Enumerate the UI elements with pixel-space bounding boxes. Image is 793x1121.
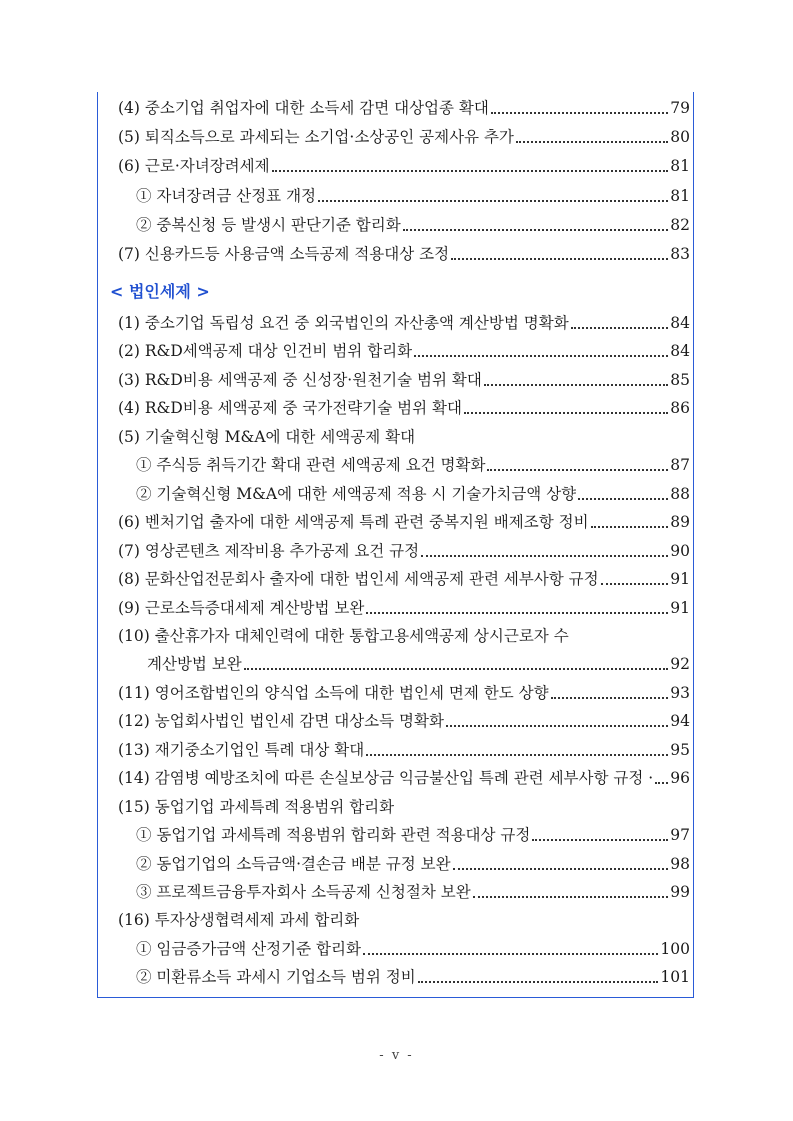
toc-entry-label: (11) 영어조합법인의 양식업 소득에 대한 법인세 면제 한도 상향 xyxy=(118,683,549,702)
toc-entry-label: (7) 신용카드등 사용금액 소득공제 적용대상 조정 xyxy=(118,245,450,263)
toc-entry-page: 90 xyxy=(670,541,690,560)
toc-entry-page: 98 xyxy=(670,854,690,873)
toc-entry xyxy=(98,852,693,874)
toc-leader-dots xyxy=(446,713,668,727)
toc-entry-page: 89 xyxy=(670,513,690,532)
toc-entry-label: (8) 문화산업전문회사 출자에 대한 법인세 세액공제 관련 세부사항 규정 xyxy=(118,570,599,589)
toc-entry-page: 101 xyxy=(660,968,690,987)
section-title-corporate-tax: < 법인세제 > xyxy=(110,282,210,301)
toc-entry-label: 계산방법 보완 xyxy=(147,655,242,674)
toc-entry xyxy=(98,965,693,987)
toc-leader-dots xyxy=(484,372,668,386)
page-number-footer: - v - xyxy=(379,1048,414,1063)
toc-entry xyxy=(98,681,693,703)
toc-entry xyxy=(98,96,693,118)
toc-entry-label: (10) 출산휴가자 대체인력에 대한 통합고용세액공제 상시근로자 수 xyxy=(118,626,569,645)
toc-entry xyxy=(98,154,693,176)
toc-leader-dots xyxy=(272,158,669,172)
toc-entry xyxy=(98,125,693,147)
toc-entry xyxy=(98,396,693,418)
toc-entry xyxy=(98,453,693,475)
toc-entry-page: 80 xyxy=(670,128,690,147)
toc-entry-label: ① 임금증가금액 산정기준 합리화 xyxy=(136,939,361,958)
toc-entry-label: (2) R&D세액공제 대상 인건비 범위 합리화 xyxy=(118,342,413,361)
toc-entry-label: (13) 재기중소기업인 특례 대상 확대 xyxy=(118,740,365,759)
toc-entry-page: 88 xyxy=(670,484,690,503)
toc-entry-label: (6) 벤처기업 출자에 대한 세액공제 특례 관련 중복지원 배제조항 정비 xyxy=(118,513,589,532)
toc-entry-page: 92 xyxy=(670,655,690,674)
toc-entry-page: 84 xyxy=(670,314,690,332)
toc-leader-dots xyxy=(578,486,668,500)
toc-entry-label: ② 미환류소득 과세시 기업소득 범위 정비 xyxy=(136,968,416,987)
toc-leader-dots xyxy=(591,514,669,528)
toc-entry-page: 82 xyxy=(670,215,690,234)
toc-entry-label: (12) 농업회사법인 법인세 감면 대상소득 명확화 xyxy=(118,712,444,731)
toc-leader-dots xyxy=(414,343,668,357)
toc-entry-label: (5) 기술혁신형 M&A에 대한 세액공제 확대 xyxy=(118,427,416,446)
toc-entry-label: (16) 투자상생협력세제 과세 합리화 xyxy=(118,911,360,930)
toc-entry xyxy=(98,880,693,902)
toc-leader-dots xyxy=(453,856,669,870)
toc-entry-page: 81 xyxy=(670,157,690,176)
toc-entry-label: ③ 프로젝트금융투자회사 소득공제 신청절차 보완 xyxy=(136,883,471,901)
toc-entry-label: (6) 근로·자녀장려세제 xyxy=(118,157,270,176)
toc-entry xyxy=(98,368,693,390)
toc-entry-page: 85 xyxy=(670,370,690,389)
toc-entry xyxy=(98,339,693,361)
toc-entry xyxy=(98,482,693,504)
toc-entry xyxy=(98,738,693,760)
toc-leader-dots xyxy=(363,941,658,955)
toc-entry-label: (3) R&D비용 세액공제 중 신성장·원천기술 범위 확대 xyxy=(118,370,482,389)
toc-leader-dots xyxy=(451,246,668,260)
toc-leader-dots xyxy=(473,884,669,898)
toc-leader-dots xyxy=(532,827,668,841)
toc-entry-label: (7) 영상콘텐츠 제작비용 추가공제 요건 규정 xyxy=(118,541,420,560)
toc-entry-label: (1) 중소기업 독립성 요건 중 외국법인의 자산총액 계산방법 명확화 xyxy=(118,314,569,332)
toc-leader-dots xyxy=(366,742,668,756)
toc-entry xyxy=(98,624,693,646)
toc-entry-label: (4) 중소기업 취업자에 대한 소득세 감면 대상업종 확대 xyxy=(118,99,489,117)
toc-entry-page: 86 xyxy=(670,399,690,418)
toc-entry-page: 99 xyxy=(670,883,690,901)
toc-entry-page: 84 xyxy=(670,342,690,361)
toc-entry xyxy=(98,311,693,333)
toc-entry-label: ② 기술혁신형 M&A에 대한 세액공제 적용 시 기술가치금액 상향 xyxy=(136,484,577,503)
toc-entry xyxy=(98,937,693,959)
toc-entry xyxy=(98,242,693,264)
toc-entry xyxy=(98,823,693,845)
toc-entry xyxy=(98,795,693,817)
toc-leader-dots xyxy=(571,315,669,329)
toc-entry-page: 83 xyxy=(670,245,690,263)
toc-entry xyxy=(98,652,693,674)
toc-leader-dots xyxy=(487,457,668,471)
toc-leader-dots xyxy=(464,400,668,414)
toc-entry-page: 79 xyxy=(670,99,690,117)
toc-entry-page: 97 xyxy=(670,826,690,845)
toc-entry-label: ① 동업기업 과세특례 적용범위 합리화 관련 적용대상 규정 xyxy=(136,826,531,845)
toc-leader-dots xyxy=(516,129,668,143)
toc-entry xyxy=(98,184,693,206)
toc-entry-label: ② 동업기업의 소득금액·결손금 배분 규정 보완 xyxy=(136,854,451,873)
toc-leader-dots xyxy=(655,770,668,784)
toc-leader-dots xyxy=(421,543,668,557)
toc-entry-page: 96 xyxy=(670,769,690,788)
toc-entry xyxy=(98,539,693,561)
toc-entry-page: 91 xyxy=(670,570,690,589)
toc-leader-dots xyxy=(366,600,668,614)
toc-entry xyxy=(98,425,693,447)
toc-box xyxy=(97,92,694,998)
toc-entry xyxy=(98,908,693,930)
toc-entry-page: 100 xyxy=(660,939,690,958)
toc-leader-dots xyxy=(418,969,659,983)
toc-entry-page: 87 xyxy=(670,456,690,475)
toc-entry xyxy=(98,567,693,589)
toc-leader-dots xyxy=(403,217,669,231)
toc-entry-label: (4) R&D비용 세액공제 중 국가전략기술 범위 확대 xyxy=(118,399,462,418)
toc-entry-label: (9) 근로소득증대세제 계산방법 보완 xyxy=(118,598,365,617)
toc-entry-page: 91 xyxy=(670,598,690,617)
toc-entry xyxy=(98,510,693,532)
toc-entry-page: 81 xyxy=(670,186,690,205)
toc-entry-label: ① 주식등 취득기간 확대 관련 세액공제 요건 명확화 xyxy=(136,456,486,475)
toc-entry xyxy=(98,709,693,731)
toc-entry-page: 95 xyxy=(670,740,690,759)
toc-entry xyxy=(98,766,693,788)
toc-entry-label: (5) 퇴직소득으로 과세되는 소기업·소상공인 공제사유 추가 xyxy=(118,128,514,147)
toc-entry xyxy=(98,596,693,618)
toc-leader-dots xyxy=(244,656,669,670)
toc-entry xyxy=(98,213,693,235)
toc-entry-label: ① 자녀장려금 산정표 개정 xyxy=(136,186,317,205)
toc-entry-page: 94 xyxy=(670,712,690,731)
toc-leader-dots xyxy=(551,685,669,699)
toc-entry-label: (15) 동업기업 과세특례 적용범위 합리화 xyxy=(118,797,395,816)
toc-leader-dots xyxy=(491,100,668,114)
toc-entry-page: 93 xyxy=(670,683,690,702)
toc-leader-dots xyxy=(318,188,668,202)
toc-leader-dots xyxy=(601,571,669,585)
toc-entry-label: (14) 감염병 예방조치에 따른 손실보상금 익금불산입 특례 관련 세부사항 규정 · xyxy=(118,769,654,788)
toc-entry-label: ② 중복신청 등 발생시 판단기준 합리화 xyxy=(136,215,401,234)
